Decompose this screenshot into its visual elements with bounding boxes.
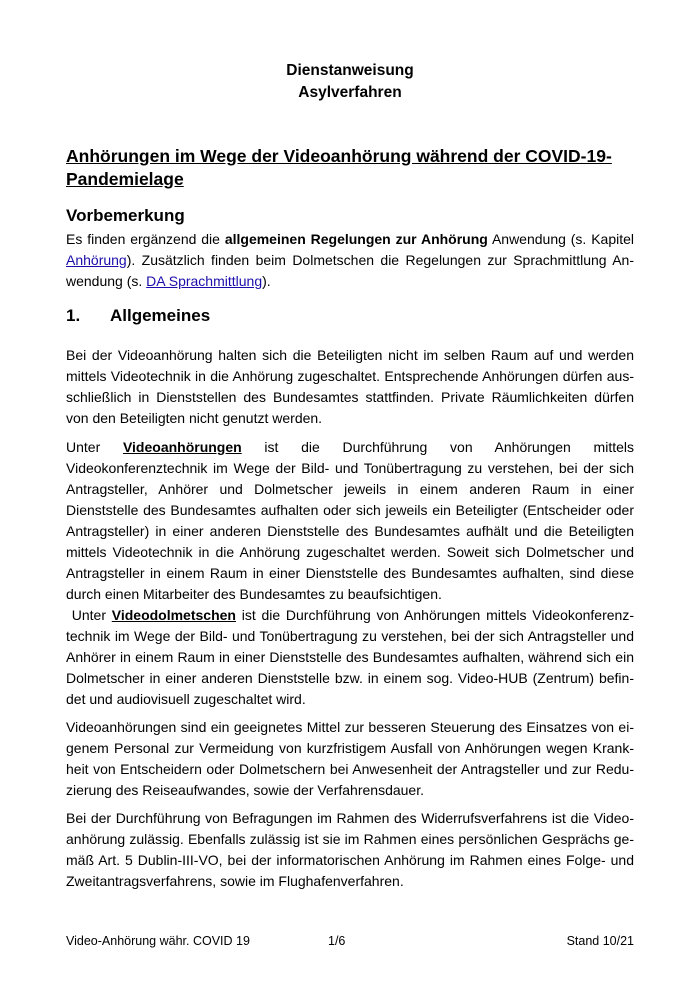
vorbemerkung-text-1: Es finden ergänzend die	[66, 231, 225, 247]
section-1-title: Allgemeines	[110, 306, 211, 325]
paragraph-1: Bei der Videoanhörung halten sich die Beteiligten nicht im selben Raum auf und werden mittels Videotechnik in die Anhörung zugeschaltet. Entsprechende Anhörungen dürfen ausschließlich in Dienststellen des Bundesamtes stattfinden. Private Räumlichkeiten dürfen von den Beteiligten nicht genutzt werden.	[66, 347, 634, 426]
paragraph-2	[66, 437, 634, 605]
footer-page-number: 1/6	[328, 934, 346, 948]
link-da-sprachmittlung[interactable]: DA Sprachmittlung	[146, 273, 263, 289]
paragraph-5: Bei der Durchführung von Befragungen im Rahmen des Widerrufsverfahrens ist die Videoanhörung zulässig. Ebenfalls zulässig ist sie im Rahmen eines persönlichen Gesprächs gemäß Art. 5 Dublin-III-VO, bei der informatorischen Anhörung im Rahmen eines Folge- und Zweitantragsverfahrens, sowie im Flughafenverfahren.	[66, 810, 634, 889]
header-line-1: Dienstanweisung	[286, 62, 414, 79]
main-title: Anhörungen im Wege der Videoanhörung während der COVID-19-Pandemielage	[66, 146, 612, 189]
header-line-2: Asylverfahren	[298, 84, 402, 101]
vorbemerkung-text-2: Anwendung (s. Kapitel	[487, 231, 634, 247]
term-videoanhoerungen: Videoanhörungen	[122, 439, 242, 455]
footer-document-name: Video-Anhörung währ. COVID 19	[66, 934, 250, 948]
paragraph-3	[66, 605, 634, 710]
paragraph-2-text: ist die Durchführung von Anhörungen mittels Videokonferenztechnik im Wege der Bild- und Tonübertragung zu verstehen, bei der sich Antragsteller, Anhörer und Dolmetscher jeweils in einem anderen Raum in einer Dienststelle des Bundesamtes aufhalten oder sich jeweils ein Beteiligter (Entscheider oder Antragsteller) in einer anderen Dienststelle des Bundesamtes aufhält und die Beteiligten mittels Videotechnik in die Anhörung zugeschaltet werden. Soweit sich Dolmetscher und Antragsteller in einem Raum in einer Dienststelle des Bundesamtes aufhalten, sind diese durch einen Mitarbeiter des Bundesamtes zu beaufsichtigen.	[66, 439, 635, 602]
vorbemerkung-paragraph	[66, 229, 634, 292]
section-1-number: 1.	[66, 306, 81, 325]
paragraph-3-prefix: Unter	[66, 607, 112, 623]
vorbemerkung-text-3: ). Zusätzlich finden beim Dolmetschen die Regelungen zur Sprachmittlung Anwendung (s.	[66, 252, 634, 289]
paragraph-4: Videoanhörungen sind ein geeignetes Mittel zur besseren Steuerung des Einsatzes von eigenem Personal zur Vermeidung von kurzfristigem Ausfall von Anhörungen wegen Krankheit von Entscheidern oder Dolmetschern bei Anwesenheit der Antragsteller und zur Reduzierung des Reiseaufwandes, sowie der Verfahrensdauer.	[66, 719, 634, 798]
vorbemerkung-text-4: ).	[262, 273, 271, 289]
paragraph-2-prefix: Unter	[66, 439, 123, 455]
link-anhoerung[interactable]: Anhörung	[66, 252, 127, 268]
section-1-heading	[66, 306, 636, 326]
vorbemerkung-heading: Vorbemerkung	[66, 206, 185, 225]
footer-version: Stand 10/21	[566, 934, 634, 948]
vorbemerkung-bold: allgemeinen Regelungen zur Anhörung	[224, 231, 488, 247]
term-videodolmetschen: Videodolmetschen	[111, 607, 236, 623]
page-footer	[66, 934, 634, 952]
paragraph-3-text: ist die Durchführung von Anhörungen mittels Videokonferenztechnik im Wege der Bild- und Tonübertragung zu verstehen, bei der sich Antragsteller und Anhörer in einem Raum in einer Dienststelle des Bundesamtes aufhalten, während sich ein Dolmetscher in einer anderen Dienststelle bzw. in einem sog. Video-HUB (Zentrum) befindet und audiovisuell zugeschaltet wird.	[66, 607, 635, 707]
document-header	[0, 60, 700, 104]
